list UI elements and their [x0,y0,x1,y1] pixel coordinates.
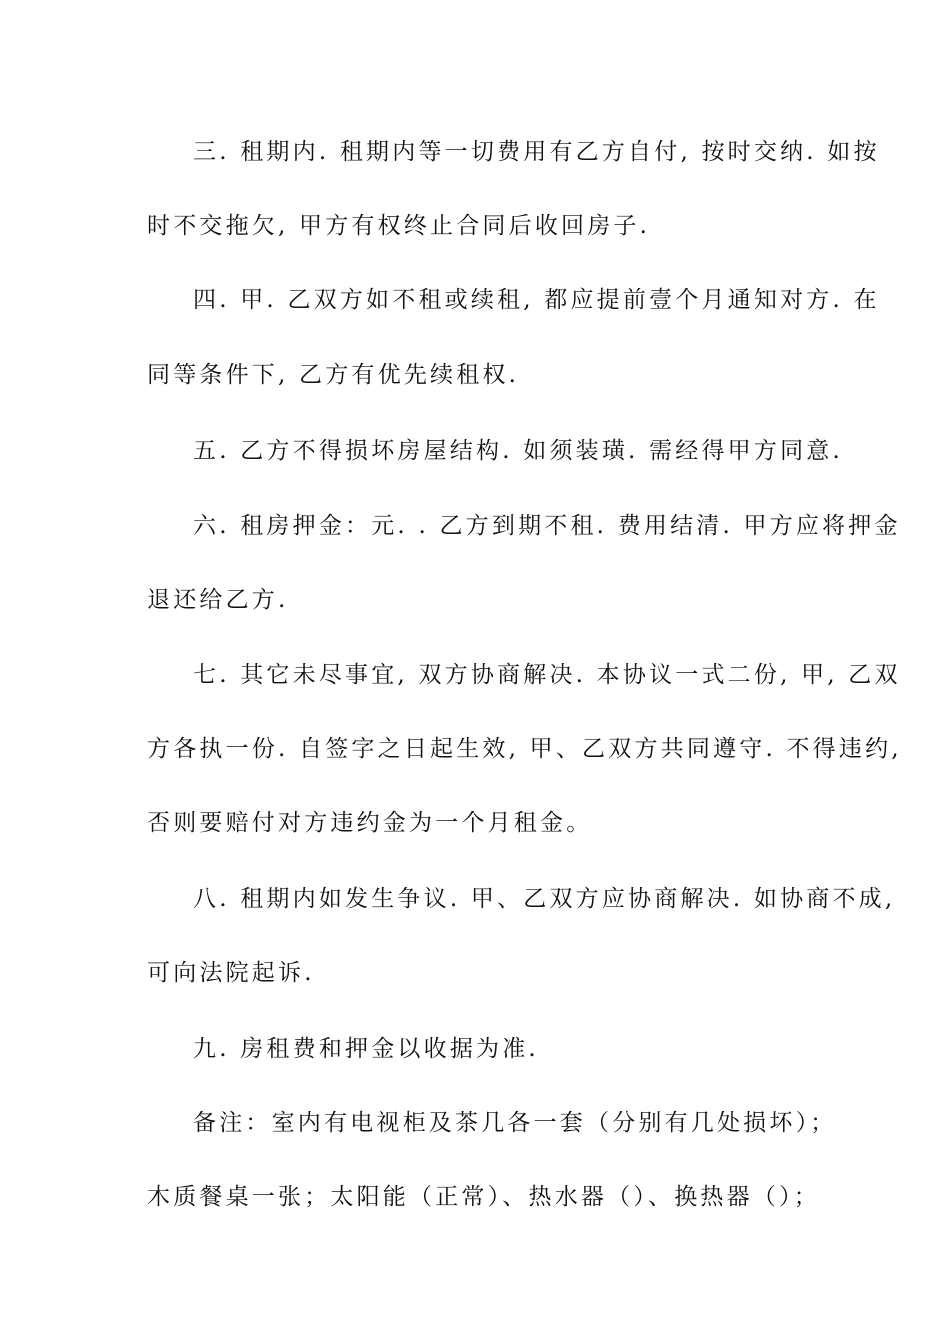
clause-6-line-2: 退还给乙方. [147,587,289,613]
remarks-line-2: 木质餐桌一张；太阳能（正常）、热水器（）、换热器（）； [147,1184,820,1210]
clause-7-line-2: 方各执一份. 自签字之日起生效, 甲、乙双方共同遵守. 不得违约, [147,736,902,762]
clause-3-line-2: 时不交拖欠, 甲方有权终止合同后收回房子. [147,213,651,239]
clause-5-line-1: 五. 乙方不得损坏房屋结构. 如须装璜. 需经得甲方同意. [193,438,843,464]
clause-7-line-1: 七. 其它未尽事宜, 双方协商解决. 本协议一式二份, 甲, 乙双 [193,662,901,688]
clause-7-line-3: 否则要赔付对方违约金为一个月租金。 [147,810,593,836]
clause-8-line-2: 可向法院起诉. [147,960,315,986]
clause-3-line-1: 三. 租期内. 租期内等一切费用有乙方自付, 按时交纳. 如按 [193,139,880,165]
clause-6-line-1: 六. 租房押金：元. . 乙方到期不租. 费用结清. 甲方应将押金 [193,513,901,539]
remarks-line-1: 备注：室内有电视柜及茶几各一套（分别有几处损坏）； [193,1110,837,1136]
clause-8-line-1: 八. 租期内如发生争议. 甲、乙双方应协商解决. 如协商不成, [193,886,896,912]
clause-9-line-1: 九. 房租费和押金以收据为准. [193,1036,539,1062]
clause-4-line-2: 同等条件下, 乙方有优先续租权. [147,362,520,388]
clause-4-line-1: 四. 甲. 乙双方如不租或续租, 都应提前壹个月通知对方. 在 [193,287,880,313]
